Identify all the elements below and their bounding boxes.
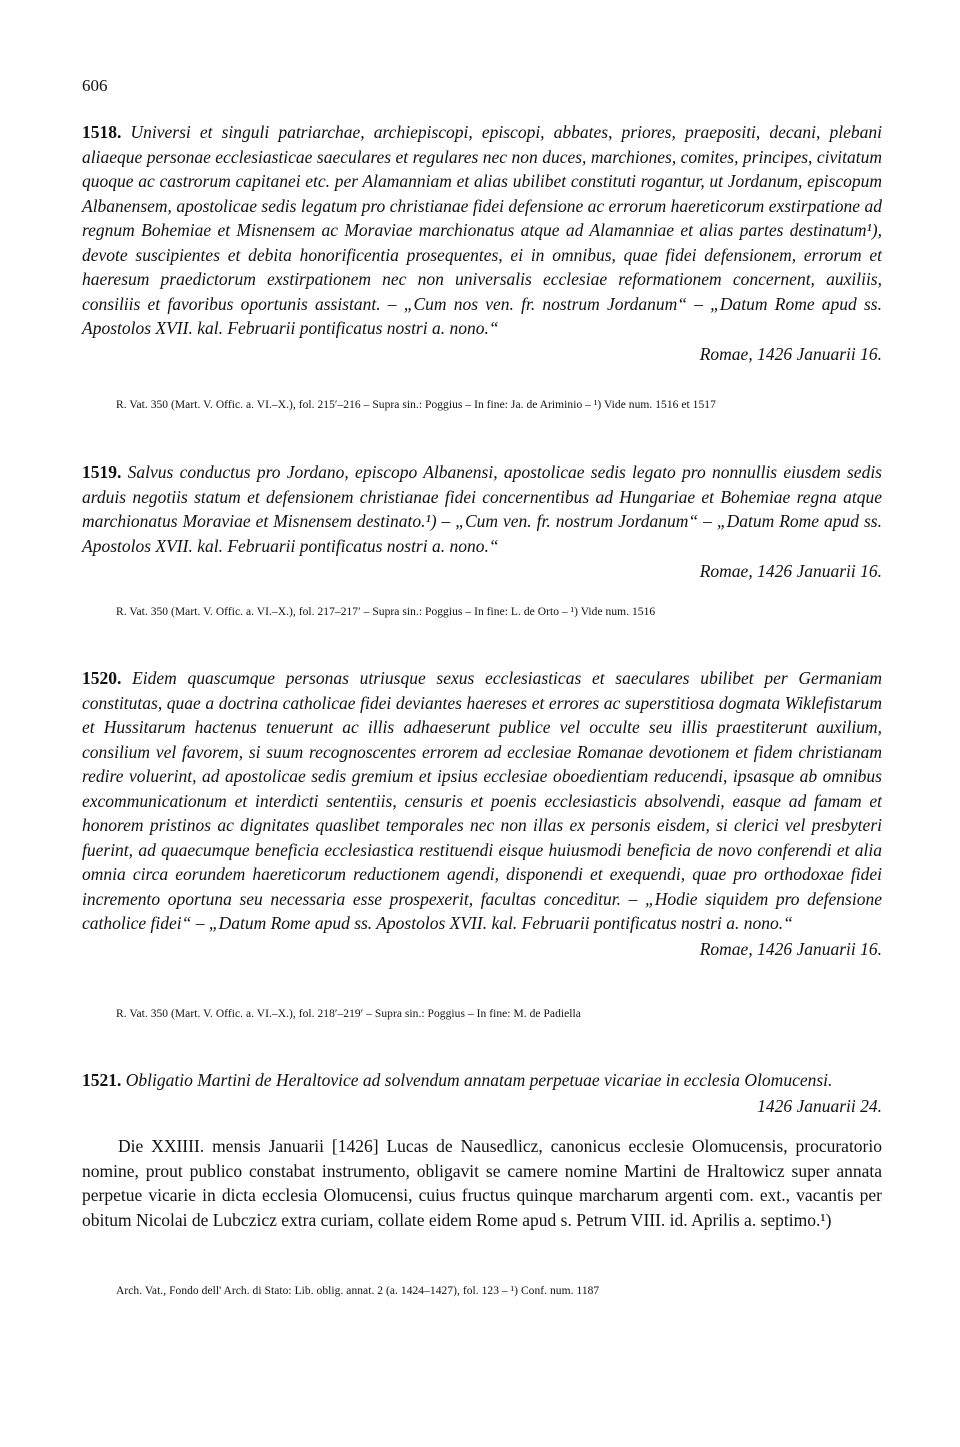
entry-summary: Obligatio Martini de Heraltovice ad solvendum annatam perpetuae vicariae in ecclesia Olomucensi. [125, 1070, 833, 1090]
entry-date: Romae, 1426 Januarii 16. [699, 561, 882, 581]
entry-text [82, 460, 882, 558]
entry-source: R. Vat. 350 (Mart. V. Offic. a. VI.–X.), fol. 217–217′ – Supra sin.: Poggius – In fine: L. de Orto – ¹) Vide num. 1516 [116, 606, 656, 618]
entry-number: 1519. [82, 462, 122, 482]
page-number: 606 [82, 76, 108, 95]
entry-text [82, 120, 882, 341]
entry-1518 [82, 120, 882, 366]
entry-1519 [82, 460, 882, 584]
entry-body: Die XXIIII. mensis Januarii [1426] Lucas de Nausedlicz, canonicus ecclesie Olomucensis, procuratorio nomine, prout publico constabat instrumento, obligavit se camere nomine Martini de Hraltowicz super annata perpetue vicarie in dicta ecclesia Olomucensi, cuius fructus quinque marcharum argenti com. ext., vacantis per obitum Nicolai de Lubczicz extra curiam, collate eidem Rome apud s. Petrum VIII. id. Aprilis a. septimo.¹) [82, 1136, 882, 1230]
entry-text [82, 1068, 882, 1093]
entry-number: 1518. [82, 122, 122, 142]
entry-summary: Salvus conductus pro Jordano, episcopo Albanensi, apostolicae sedis legato pro nonnullis eiusdem sedis arduis negotiis statum et defensionem christianae fidei concernentibus ad Hungariae et Bohemiae regna atque marchionatus Moraviae et Misnensem destinato.¹) – „Cum ven. fr. nostrum Jordanum“ – „Datum Rome apud ss. Apostolos XVII. kal. Februarii pontificatus nostri a. nono.“ [82, 462, 882, 556]
entry-number: 1520. [82, 668, 122, 688]
entry-source: R. Vat. 350 (Mart. V. Offic. a. VI.–X.), fol. 218′–219′ – Supra sin.: Poggius – In fine: M. de Padiella [116, 1008, 581, 1020]
entry-date: 1426 Januarii 24. [757, 1095, 882, 1116]
entry-1521 [82, 1068, 882, 1232]
entry-1520 [82, 666, 882, 961]
entry-summary: Eidem quascumque personas utriusque sexus ecclesiasticas et saeculares ubilibet per Germaniam constitutas, quae a doctrina catholicae fidei deviantes haereses et errores ac superstitiosa dogmata Wiklefistarum et Hussitarum hactenus tenuerunt ac illis adhaeserunt publice vel occulte seu illis praestiterunt auxilium, consilium vel favorem, si suum recognoscentes errorem ad ecclesiae Romanae devotionem et fidem christianam redire voluerint, ad apostolicae sedis gremium et ipsius ecclesiae oboedientiam reducendi, ipsasque ab omnibus excommunicationum et interdicti sententiis, censuris et poenis ecclesiasticis absolvendi, easque ad famam et honorem pristinos ac dignitates quaslibet temporales nec non illas ex personis eisdem, si clerici vel presbyteri fuerint, ad quaecumque beneficia ecclesiastica restituendi eisque huiusmodi beneficia de novo conferendi et alia omnia circa eorundem haereticorum reductionem agendi, disponendi et exequendi, quae pro orthodoxae fidei incremento oportuna seu necessaria esse prospexerit, facultas conceditur. – „Hodie siquidem pro defensione catholice fidei“ – „Datum Rome apud ss. Apostolos XVII. kal. Februarii pontificatus nostri a. nono.“ [82, 668, 883, 933]
entry-summary: Universi et singuli patriarchae, archiepiscopi, episcopi, abbates, priores, praepositi, decani, plebani aliaeque personae ecclesiasticae saeculares et regulares nec non duces, marchiones, comites, principes, civitatum quoque ac castrorum capitanei etc. per Alamanniam et alias ubilibet constituti rogantur, ut Jordanum, episcopum Albanensem, apostolicae sedis legatum pro christianae fidei defensione ac errorum haereticorum exstirpatione ad regnum Bohemiae et Misnensem ac Moraviae marchionatus atque ad Alamanniae et alias partes destinatum¹), devote suscipientes et debita honorificentia prosequentes, ei in omnibus, quae fidei defensionem, errorum et haeresum praedictorum exstirpationem nec non universalis ecclesiae reformationem concernent, auxiliis, consiliis et favoribus oportunis assistant. – „Cum nos ven. fr. nostrum Jordanum“ – „Datum Rome apud ss. Apostolos XVII. kal. Februarii pontificatus nostri a. nono.“ [82, 122, 883, 338]
entry-source: R. Vat. 350 (Mart. V. Offic. a. VI.–X.), fol. 215′–216 – Supra sin.: Poggius – In fine: Ja. de Ariminio – ¹) Vide num. 1516 et 1517 [116, 399, 716, 411]
entry-source: Arch. Vat., Fondo dell' Arch. di Stato: Lib. oblig. annat. 2 (a. 1424–1427), fol. 123 – ¹) Conf. num. 1187 [116, 1285, 600, 1297]
entry-text [82, 666, 882, 936]
entry-date: Romae, 1426 Januarii 16. [699, 938, 882, 959]
entry-date: Romae, 1426 Januarii 16. [699, 343, 882, 364]
entry-number: 1521. [82, 1070, 122, 1090]
